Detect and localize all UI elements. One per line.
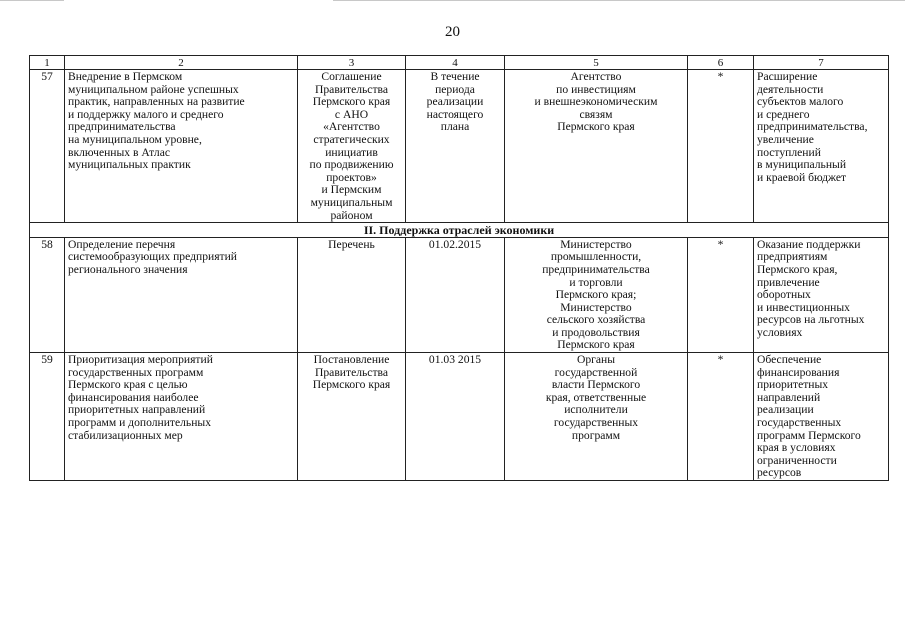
column-number: 3 <box>298 56 406 70</box>
term-cell: 01.02.2015 <box>406 237 505 352</box>
column-number: 1 <box>30 56 65 70</box>
section-title: II. Поддержка отраслей экономики <box>30 223 889 238</box>
financing-cell: * <box>688 237 754 352</box>
table-row <box>30 353 889 481</box>
plan-table <box>29 55 889 481</box>
measure-cell: Определение перечня системообразующих предприятий регионального значения <box>65 237 298 352</box>
page-number: 20 <box>445 24 460 40</box>
document-cell: Соглашение Правительства Пермского края с АНО «Агентство стратегических инициатив по продвижению проектов» и Пермским муниципальным районом <box>298 70 406 223</box>
column-number: 4 <box>406 56 505 70</box>
table-row <box>30 70 889 223</box>
result-cell: Расширение деятельности субъектов малого и среднего предпринимательства, увеличение поступлений в муниципальный и краевой бюджет <box>754 70 889 223</box>
measure-cell: Внедрение в Пермском муниципальном районе успешных практик, направленных на развитие и поддержку малого и среднего предпринимательства на муниципальном уровне, включенных в Атлас муниципальных практик <box>65 70 298 223</box>
top-border-line-left <box>0 0 64 1</box>
result-cell: Обеспечение финансирования приоритетных направлений реализации государственных программ Пермского края в условиях ограниченности ресурсов <box>754 353 889 481</box>
financing-cell: * <box>688 70 754 223</box>
column-number: 2 <box>65 56 298 70</box>
executor-cell: Агентство по инвестициям и внешнеэкономическим связям Пермского края <box>505 70 688 223</box>
term-cell: В течение периода реализации настоящего плана <box>406 70 505 223</box>
column-number: 6 <box>688 56 754 70</box>
document-cell: Постановление Правительства Пермского края <box>298 353 406 481</box>
executor-cell: Министерство промышленности, предпринимательства и торговли Пермского края; Министерство сельского хозяйства и продовольствия Пермского края <box>505 237 688 352</box>
column-number: 7 <box>754 56 889 70</box>
financing-cell: * <box>688 353 754 481</box>
document-cell: Перечень <box>298 237 406 352</box>
row-number: 59 <box>30 353 65 481</box>
column-number-row <box>30 56 889 70</box>
row-number: 58 <box>30 237 65 352</box>
row-number: 57 <box>30 70 65 223</box>
term-cell: 01.03 2015 <box>406 353 505 481</box>
table-row <box>30 237 889 352</box>
column-number: 5 <box>505 56 688 70</box>
result-cell: Оказание поддержки предприятиям Пермского края, привлечение оборотных и инвестиционных ресурсов на льготных условиях <box>754 237 889 352</box>
section-row <box>30 223 889 238</box>
top-border-line-right <box>333 0 905 1</box>
executor-cell: Органы государственной власти Пермского края, ответственные исполнители государственных программ <box>505 353 688 481</box>
measure-cell: Приоритизация мероприятий государственных программ Пермского края с целью финансирования наиболее приоритетных направлений программ и дополнительных стабилизационных мер <box>65 353 298 481</box>
